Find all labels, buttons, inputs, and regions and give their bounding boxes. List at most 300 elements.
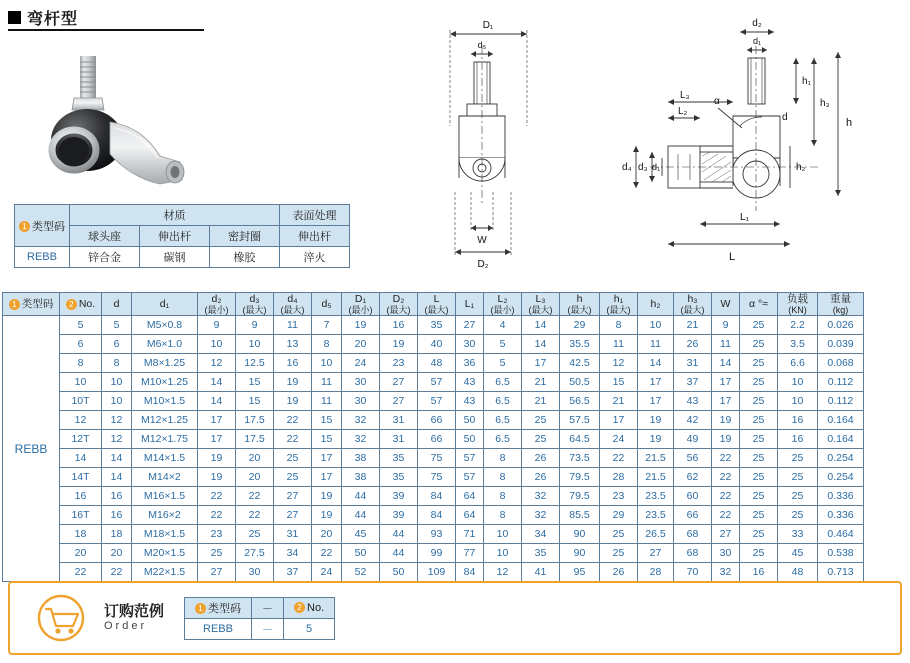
cell-L2: 6.5 [484,373,522,392]
cell-d1: M14×1.5 [132,449,198,468]
cell-d2: 22 [198,506,236,525]
cell-D2: 31 [380,430,418,449]
cell-d: 18 [102,525,132,544]
cell-D2: 16 [380,316,418,335]
cell-L: 84 [418,487,456,506]
cell-h: 90 [560,525,600,544]
cell-load: 33 [778,525,818,544]
cell-L: 75 [418,468,456,487]
cell-h3: 26 [674,335,712,354]
cell-L3: 25 [522,411,560,430]
cell-load: 10 [778,373,818,392]
material-row-value-2: 橡胶 [210,247,280,268]
cell-h: 73.5 [560,449,600,468]
cell-h2: 19 [638,430,674,449]
cell-L3: 21 [522,373,560,392]
cell-D1: 44 [342,506,380,525]
cell-d3: 15 [236,373,274,392]
cell-L1: 64 [456,506,484,525]
title-underline [8,29,204,31]
cell-L3: 26 [522,449,560,468]
cell-L: 40 [418,335,456,354]
table-row [3,487,864,506]
cell-weight: 0.112 [818,373,864,392]
cell-load: 16 [778,430,818,449]
cell-D2: 19 [380,335,418,354]
cell-L2: 10 [484,525,522,544]
cell-h: 85.5 [560,506,600,525]
cell-d1: M18×1.5 [132,525,198,544]
cell-L2: 12 [484,563,522,582]
material-row-type-code: REBB [15,247,70,268]
material-row-value-3: 淬火 [280,247,350,268]
cell-d5: 10 [312,354,342,373]
cell-d: 16 [102,506,132,525]
badge-1-icon: 1 [19,221,30,232]
col-d5: d₅ [312,293,342,316]
cell-alpha: 25 [740,506,778,525]
cell-d3: 27.5 [236,544,274,563]
col-d: d [102,293,132,316]
table-row [3,392,864,411]
cell-load: 2.2 [778,316,818,335]
cell-load: 10 [778,392,818,411]
cell-D2: 44 [380,544,418,563]
cell-h3: 49 [674,430,712,449]
cell-L3: 14 [522,316,560,335]
cell-d3: 22 [236,487,274,506]
table-row [3,506,864,525]
cell-d4: 22 [274,411,312,430]
cell-d2: 10 [198,335,236,354]
cell-weight: 0.026 [818,316,864,335]
cell-h3: 37 [674,373,712,392]
material-group-header: 材质 [70,205,280,226]
cell-alpha: 25 [740,316,778,335]
title-square-icon [8,11,21,24]
cell-h: 64.5 [560,430,600,449]
col-d4: d₄ (最大) [274,293,312,316]
cell-L1: 84 [456,563,484,582]
table-row [3,373,864,392]
cell-D1: 38 [342,468,380,487]
cell-weight: 0.254 [818,468,864,487]
cell-d2: 14 [198,392,236,411]
table-row [3,430,864,449]
label-L1: L₁ [740,212,749,223]
cell-d2: 14 [198,373,236,392]
cell-d3: 17.5 [236,411,274,430]
cell-h1: 25 [600,525,638,544]
cell-h: 35.5 [560,335,600,354]
cell-h1: 11 [600,335,638,354]
spec-table-header-row [3,293,864,316]
cell-h1: 26 [600,563,638,582]
cell-weight: 0.336 [818,506,864,525]
table-row [3,563,864,582]
cell-no: 18 [60,525,102,544]
cell-load: 6.6 [778,354,818,373]
order-example-box [8,581,902,655]
cell-d3: 20 [236,468,274,487]
cell-h: 42.5 [560,354,600,373]
cell-W: 22 [712,449,740,468]
cell-L2: 6.5 [484,411,522,430]
cell-L: 93 [418,525,456,544]
cell-d1: M8×1.25 [132,354,198,373]
cell-h3: 66 [674,506,712,525]
cell-L: 66 [418,411,456,430]
cell-d3: 25 [236,525,274,544]
cell-no: 14 [60,449,102,468]
cell-D1: 45 [342,525,380,544]
cell-weight: 0.068 [818,354,864,373]
cell-h: 79.5 [560,487,600,506]
table-row [3,354,864,373]
cell-D1: 50 [342,544,380,563]
col-h1: h₁ (最大) [600,293,638,316]
cell-h2: 10 [638,316,674,335]
label-L3: L₃ [680,90,690,101]
col-d2: d₂ (最小) [198,293,236,316]
cell-h1: 24 [600,430,638,449]
col-alpha: α °≈ [740,293,778,316]
cell-h3: 60 [674,487,712,506]
cell-d2: 23 [198,525,236,544]
material-sub-header-3: 伸出杆 [280,226,350,247]
label-h: h [846,117,853,129]
table-row [3,468,864,487]
cell-d1: M12×1.75 [132,430,198,449]
col-L2: L₂ (最小) [484,293,522,316]
cell-W: 22 [712,506,740,525]
cell-alpha: 25 [740,354,778,373]
cell-no: 10T [60,392,102,411]
material-table [14,204,350,268]
cell-h3: 43 [674,392,712,411]
cell-d: 10 [102,373,132,392]
cell-d3: 9 [236,316,274,335]
cell-d5: 7 [312,316,342,335]
cell-d5: 24 [312,563,342,582]
spec-table [2,292,864,582]
cell-h: 95 [560,563,600,582]
label-h2: h₂ [796,162,806,173]
label-D2: D₂ [477,259,489,270]
shopping-cart-icon [32,594,90,642]
cell-load: 25 [778,506,818,525]
cell-L: 35 [418,316,456,335]
cell-d: 20 [102,544,132,563]
cell-D2: 35 [380,449,418,468]
cell-d3: 20 [236,449,274,468]
cell-d: 6 [102,335,132,354]
title-text: 弯杆型 [27,11,79,28]
cell-d2: 27 [198,563,236,582]
col-h2: h₂ [638,293,674,316]
cell-h1: 22 [600,449,638,468]
cell-weight: 0.713 [818,563,864,582]
table-row [3,544,864,563]
cell-d1: M14×2 [132,468,198,487]
cell-d2: 17 [198,411,236,430]
cell-d4: 19 [274,373,312,392]
badge-2-icon: 2 [294,602,305,613]
cell-alpha: 25 [740,544,778,563]
cell-L: 66 [418,430,456,449]
cell-h2: 14 [638,354,674,373]
cell-weight: 0.039 [818,335,864,354]
cell-L: 57 [418,392,456,411]
cell-L1: 77 [456,544,484,563]
spec-type-code-cell: REBB [3,316,60,582]
cell-d: 14 [102,449,132,468]
cell-d3: 12.5 [236,354,274,373]
table-row [3,335,864,354]
cell-W: 32 [712,563,740,582]
cell-h1: 23 [600,487,638,506]
cell-d5: 19 [312,487,342,506]
cell-L1: 50 [456,430,484,449]
cell-d4: 34 [274,544,312,563]
cell-L3: 35 [522,544,560,563]
order-value-no: 5 [284,618,335,639]
cell-weight: 0.254 [818,449,864,468]
cell-d1: M5×0.8 [132,316,198,335]
label-alpha: α [714,96,720,107]
cell-L2: 8 [484,449,522,468]
cell-L3: 34 [522,525,560,544]
order-table [184,597,335,640]
label-d: d [782,112,788,123]
cell-L3: 25 [522,430,560,449]
cell-alpha: 16 [740,563,778,582]
cell-d4: 31 [274,525,312,544]
cell-D1: 38 [342,449,380,468]
cell-d4: 25 [274,468,312,487]
material-sub-header-0: 球头座 [70,226,140,247]
cell-L1: 43 [456,373,484,392]
cell-h2: 28 [638,563,674,582]
drawing-front-view [415,6,565,276]
cell-alpha: 25 [740,430,778,449]
table-row [3,449,864,468]
cell-L2: 5 [484,354,522,373]
cell-W: 27 [712,525,740,544]
cell-d: 22 [102,563,132,582]
col-D1: D₁ (最小) [342,293,380,316]
cell-d4: 19 [274,392,312,411]
col-L: L (最大) [418,293,456,316]
cell-d1: M10×1.25 [132,373,198,392]
cell-h: 79.5 [560,468,600,487]
cell-load: 45 [778,544,818,563]
cell-L1: 36 [456,354,484,373]
cell-weight: 0.538 [818,544,864,563]
cell-d: 8 [102,354,132,373]
label-d1-left: d₁ [652,162,661,172]
cell-L3: 26 [522,468,560,487]
cell-d2: 19 [198,449,236,468]
cell-h: 50.5 [560,373,600,392]
cell-d5: 17 [312,449,342,468]
cell-L2: 8 [484,487,522,506]
cell-no: 16T [60,506,102,525]
cell-no: 5 [60,316,102,335]
cell-load: 48 [778,563,818,582]
cell-d: 12 [102,430,132,449]
cell-D1: 30 [342,392,380,411]
col-load: 负载 (KN) [778,293,818,316]
cell-L: 99 [418,544,456,563]
cell-d: 12 [102,411,132,430]
cell-L2: 10 [484,544,522,563]
order-value-type-code: REBB [185,618,252,639]
cell-h3: 31 [674,354,712,373]
cell-D2: 39 [380,506,418,525]
cell-h2: 23.5 [638,506,674,525]
cell-d1: M6×1.0 [132,335,198,354]
order-label-en: Order [104,620,148,633]
cell-L: 57 [418,373,456,392]
table-row [3,316,864,335]
cell-W: 11 [712,335,740,354]
cell-D2: 44 [380,525,418,544]
cell-h1: 29 [600,506,638,525]
cell-L2: 6.5 [484,430,522,449]
cell-L1: 27 [456,316,484,335]
cell-h1: 15 [600,373,638,392]
cell-h2: 17 [638,392,674,411]
cell-D1: 52 [342,563,380,582]
cell-no: 20 [60,544,102,563]
cell-L2: 4 [484,316,522,335]
cell-D1: 20 [342,335,380,354]
cell-h2: 21.5 [638,449,674,468]
cell-h1: 21 [600,392,638,411]
cell-h2: 17 [638,373,674,392]
cell-d: 16 [102,487,132,506]
cell-L1: 50 [456,411,484,430]
cell-h: 90 [560,544,600,563]
cell-D1: 44 [342,487,380,506]
label-d3: d₃ [638,162,648,173]
badge-2-icon: 2 [66,299,77,310]
cell-no: 12 [60,411,102,430]
cell-h3: 21 [674,316,712,335]
cell-W: 19 [712,411,740,430]
label-h1: h₁ [802,76,811,87]
cell-h: 29 [560,316,600,335]
cell-L1: 57 [456,468,484,487]
order-value-separator: － [252,618,284,639]
cell-W: 9 [712,316,740,335]
cell-h2: 11 [638,335,674,354]
cell-d5: 11 [312,392,342,411]
cell-d3: 22 [236,506,274,525]
product-photo [18,44,198,194]
page-title [8,6,78,29]
surface-group-header: 表面处理 [280,205,350,226]
cell-alpha: 25 [740,392,778,411]
cell-d4: 22 [274,430,312,449]
cell-weight: 0.164 [818,430,864,449]
cell-L2: 6.5 [484,392,522,411]
cell-d3: 17.5 [236,430,274,449]
cell-L1: 57 [456,449,484,468]
cell-d5: 17 [312,468,342,487]
cell-load: 3.5 [778,335,818,354]
cell-d2: 17 [198,430,236,449]
cell-D2: 31 [380,411,418,430]
cell-W: 30 [712,544,740,563]
cell-h: 56.5 [560,392,600,411]
drawing-side-view [590,6,890,276]
cell-d: 5 [102,316,132,335]
cell-d1: M10×1.5 [132,392,198,411]
label-d2: d₂ [752,18,762,29]
cell-h2: 27 [638,544,674,563]
cell-h2: 26.5 [638,525,674,544]
cell-alpha: 25 [740,468,778,487]
cell-d2: 9 [198,316,236,335]
cell-D1: 30 [342,373,380,392]
cell-d5: 8 [312,335,342,354]
cell-L3: 32 [522,506,560,525]
col-d1: d₁ [132,293,198,316]
cell-h1: 28 [600,468,638,487]
cell-h1: 17 [600,411,638,430]
cell-no: 16 [60,487,102,506]
cell-D2: 27 [380,392,418,411]
col-type-code: 1 类型码 [3,293,60,316]
cell-L2: 5 [484,335,522,354]
material-row-value-0: 锌合金 [70,247,140,268]
cell-alpha: 25 [740,411,778,430]
cell-d5: 22 [312,544,342,563]
cell-d1: M16×1.5 [132,487,198,506]
label-d5: d₅ [477,40,487,50]
col-h: h (最大) [560,293,600,316]
cell-W: 22 [712,468,740,487]
label-L: L [729,251,736,263]
cell-d2: 12 [198,354,236,373]
cell-h3: 56 [674,449,712,468]
cell-W: 19 [712,430,740,449]
cell-W: 17 [712,373,740,392]
cell-h3: 68 [674,544,712,563]
table-row [3,411,864,430]
spec-table-body [3,316,864,582]
cell-d5: 15 [312,430,342,449]
cell-weight: 0.164 [818,411,864,430]
cell-L3: 14 [522,335,560,354]
cell-alpha: 25 [740,373,778,392]
badge-1-icon: 1 [195,603,206,614]
cell-L1: 43 [456,392,484,411]
cell-d: 10 [102,392,132,411]
cell-L2: 8 [484,468,522,487]
cell-h1: 12 [600,354,638,373]
cell-L: 84 [418,506,456,525]
cell-L3: 21 [522,392,560,411]
material-type-code-header: 1 类型码 [15,205,70,247]
cell-h3: 70 [674,563,712,582]
cell-L: 48 [418,354,456,373]
col-L1: L₁ [456,293,484,316]
cell-h3: 42 [674,411,712,430]
cell-d1: M22×1.5 [132,563,198,582]
